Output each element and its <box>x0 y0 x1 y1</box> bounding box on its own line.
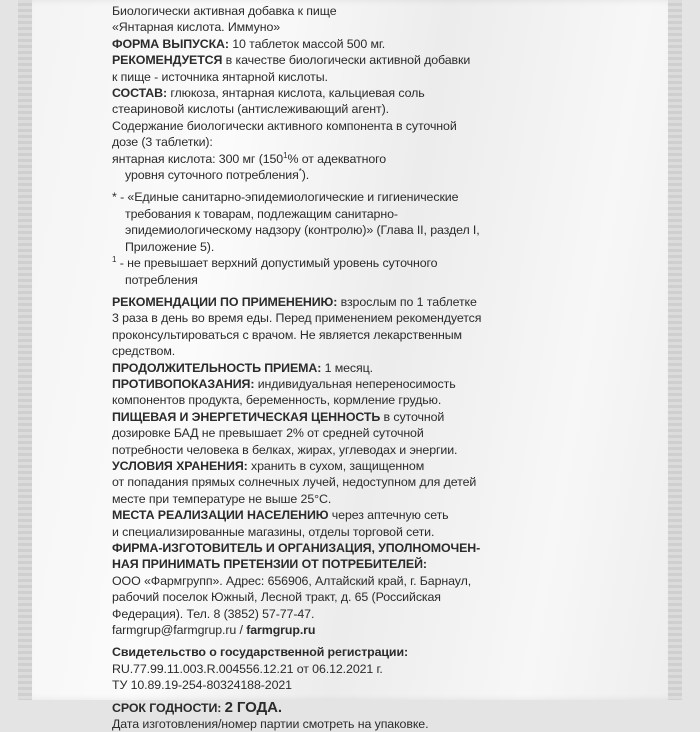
form-value: 10 таблеток массой 500 мг. <box>228 36 386 51</box>
footnote-star-line-3: эпидемиологическому надзору (контролю)» (Глава II, раздел I, <box>125 223 480 238</box>
usage-line-1: взрослым по 1 таблетке <box>337 294 477 309</box>
usage-label: РЕКОМЕНДАЦИИ ПО ПРИМЕНЕНИЮ: <box>112 294 338 309</box>
manufacturer-label-2 <box>112 556 552 572</box>
crimped-seal-right <box>668 0 682 700</box>
composition-line-3: Содержание биологически активного компонента в суточной <box>112 118 457 133</box>
manufacturer-line-3: Федерация). Тел. 8 (3852) 57-77-47. <box>112 606 315 621</box>
recommended-line-2: к пище - источника янтарной кислоты. <box>112 69 328 84</box>
energy-line-1: в суточной <box>380 409 445 424</box>
contacts-line <box>112 622 552 638</box>
storage-line-1: хранить в сухом, защищенном <box>247 458 425 473</box>
batch-note: Дата изготовления/номер партии смотреть на упаковке. <box>112 717 429 732</box>
footnote-star-line-4: Приложение 5). <box>125 239 215 254</box>
composition-line-4: дозе (3 таблетки): <box>112 135 213 150</box>
composition-label: СОСТАВ: <box>112 86 168 101</box>
adequate-level: % от адекватного <box>287 151 387 166</box>
manufacturer-heading-2: НАЯ ПРИНИМАТЬ ПРЕТЕНЗИИ ОТ ПОТРЕБИТЕЛЕЙ: <box>112 557 427 572</box>
storage-line-3: месте при температуре не выше 25°С. <box>112 491 332 506</box>
composition-line-5 <box>112 151 552 167</box>
footnote-mark-star: * <box>298 166 302 176</box>
energy-line-3: потребности человека в белках, жирах, углеводах и энергии. <box>112 442 458 457</box>
composition-line-2: стеариновой кислоты (антислеживающий агент). <box>112 102 389 117</box>
sales-section <box>112 507 552 523</box>
registration-section <box>112 644 552 660</box>
energy-line-2: дозировке БАД не превышает 2% от средней суточной <box>112 426 424 441</box>
shelf-life-value: 2 ГОДА. <box>224 698 282 716</box>
contra-label: ПРОТИВОПОКАЗАНИЯ: <box>112 376 255 391</box>
storage-line-2: от попадания прямых солнечных лучей, недоступном для детей <box>112 475 477 490</box>
daily-intake: уровня суточного потребления <box>125 168 299 183</box>
duration-section <box>112 360 552 376</box>
sales-label: МЕСТА РЕАЛИЗАЦИИ НАСЕЛЕНИЮ <box>112 508 329 523</box>
manufacturer-heading-1: ФИРМА-ИЗГОТОВИТЕЛЬ И ОРГАНИЗАЦИЯ, УПОЛНОМОЧЕН- <box>112 541 481 555</box>
daily-intake-end: ). <box>301 168 310 183</box>
contacts-separator: / <box>236 623 247 638</box>
email-link: farmgrup@farmgrup.ru <box>112 623 237 638</box>
manufacturer-label-1 <box>112 540 552 556</box>
usage-section <box>112 294 552 310</box>
label-text-block <box>112 0 552 732</box>
usage-line-4: средством. <box>112 344 176 359</box>
usage-line-3: проконсультироваться с врачом. Не является лекарственным <box>112 327 462 342</box>
registration-label: Свидетельство о государственной регистрации: <box>112 645 408 660</box>
crimped-seal-left <box>18 0 32 700</box>
recommended-section <box>112 52 552 68</box>
recommended-line-1: в качестве биологически активной добавки <box>222 53 471 68</box>
recommended-label: РЕКОМЕНДУЕТСЯ <box>112 53 223 68</box>
composition-line-1: глюкоза, янтарная кислота, кальциевая соль <box>167 86 425 101</box>
product-type: Биологически активная добавка к пище <box>112 4 337 18</box>
storage-section <box>112 458 552 474</box>
energy-section <box>112 409 552 425</box>
energy-label: ПИЩЕВАЯ И ЭНЕРГЕТИЧЕСКАЯ ЦЕННОСТЬ <box>112 409 381 424</box>
contra-line-1: индивидуальная непереносимость <box>254 376 456 391</box>
manufacturer-line-1: ООО «Фармгрупп». Адрес: 656906, Алтайский край, г. Барнаул, <box>112 573 472 588</box>
usage-line-2: 3 раза в день во время еды. Перед применением рекомендуется <box>112 311 482 326</box>
footnote-star-line-1: * - «Единые санитарно-эпидемиологические и гигиенические <box>112 190 459 205</box>
shelf-life-label: СРОК ГОДНОСТИ: <box>112 700 225 715</box>
form-label: ФОРМА ВЫПУСКА: <box>112 36 229 51</box>
sales-line-1: через аптечную сеть <box>328 508 449 523</box>
storage-label: УСЛОВИЯ ХРАНЕНИЯ: <box>112 458 248 473</box>
contra-section <box>112 376 552 392</box>
footnote-star-line-2: требования к товарам, подлежащим санитарно- <box>125 206 398 221</box>
footnote-1-line-1 <box>112 255 552 271</box>
duration-value: 1 месяц. <box>321 360 373 375</box>
tu-number: ТУ 10.89.19-254-80324188-2021 <box>112 678 292 693</box>
duration-label: ПРОДОЛЖИТЕЛЬНОСТЬ ПРИЕМА: <box>112 360 322 375</box>
composition-section <box>112 85 552 101</box>
website-link: farmgrup.ru <box>246 623 316 638</box>
registration-number: RU.77.99.11.003.R.004556.12.21 от 06.12.2021 г. <box>112 661 383 676</box>
succinic-acid-amount: янтарная кислота: 300 мг (150 <box>112 151 284 166</box>
manufacturer-line-2: рабочий поселок Южный, Лесной тракт, д. 65 (Российская <box>112 590 441 605</box>
composition-line-6 <box>112 167 552 183</box>
product-name: «Янтарная кислота. Иммуно» <box>112 20 281 35</box>
footnote-mark-1: 1 <box>283 150 288 160</box>
footnote-1-mark: 1 <box>112 254 117 264</box>
form-section <box>112 36 552 52</box>
contra-line-2: компонентов продукта, беременность, кормление грудью. <box>112 393 442 408</box>
footnote-1-line-2: потребления <box>125 272 198 287</box>
sales-line-2: и специализированные магазины, отделы торговой сети. <box>112 524 435 539</box>
shelf-life-section <box>112 700 552 716</box>
footnote-1-text: - не превышает верхний допустимый уровень суточного <box>116 256 438 271</box>
